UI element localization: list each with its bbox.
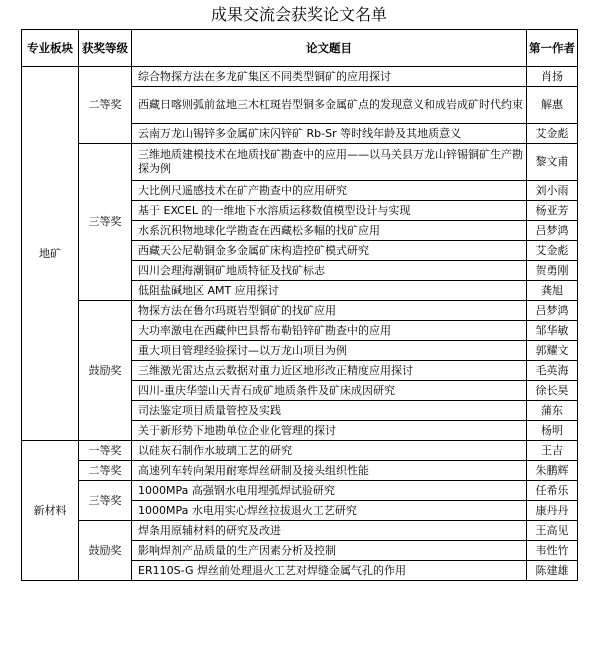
level-cell: 二等奖 xyxy=(79,461,132,481)
header-paper: 论文题目 xyxy=(132,30,527,67)
author-cell: 解惠 xyxy=(527,87,578,124)
paper-title-cell: 大功率激电在西藏仲巴县帮布勒铅锌矿勘查中的应用 xyxy=(132,321,527,341)
paper-title-cell: 西藏天公尼勒铜金多金属矿床构造控矿模式研究 xyxy=(132,241,527,261)
paper-title-cell: 西藏日喀则弧前盆地三木杠斑岩型铜多金属矿点的发现意义和成岩成矿时代约束 xyxy=(132,87,527,124)
paper-title-cell: 水系沉积物地球化学勘查在西藏松多幅的找矿应用 xyxy=(132,221,527,241)
author-cell: 黎文甫 xyxy=(527,144,578,181)
author-cell: 刘小雨 xyxy=(527,181,578,201)
paper-title-cell: 1000MPa 高强钢水电用埋弧焊试验研究 xyxy=(132,481,527,501)
table-row xyxy=(22,481,578,501)
author-cell: 邹华敏 xyxy=(527,321,578,341)
paper-title-cell: 物探方法在鲁尔玛斑岩型铜矿的找矿应用 xyxy=(132,301,527,321)
author-cell: 艾金彪 xyxy=(527,241,578,261)
author-cell: 艾金彪 xyxy=(527,124,578,144)
author-cell: 康丹丹 xyxy=(527,501,578,521)
author-cell: 吕梦鸿 xyxy=(527,301,578,321)
paper-title-cell: 大比例尺遥感技术在矿产勘查中的应用研究 xyxy=(132,181,527,201)
table-row xyxy=(22,441,578,461)
header-level: 获奖等级 xyxy=(79,30,132,67)
author-cell: 朱鹏辉 xyxy=(527,461,578,481)
author-cell: 龚旭 xyxy=(527,281,578,301)
author-cell: 毛英海 xyxy=(527,361,578,381)
paper-title-cell: 低阻盐碱地区 AMT 应用探讨 xyxy=(132,281,527,301)
author-cell: 杨明 xyxy=(527,421,578,441)
author-cell: 韦性竹 xyxy=(527,541,578,561)
paper-title-cell: 司法鉴定项目质量管控及实践 xyxy=(132,401,527,421)
field-cell: 地矿 xyxy=(22,67,79,441)
author-cell: 王高见 xyxy=(527,521,578,541)
award-table xyxy=(21,29,578,581)
paper-title-cell: 四川-重庆华蓥山天青石成矿地质条件及矿床成因研究 xyxy=(132,381,527,401)
paper-title-cell: 云南万龙山锡锌多金属矿床闪锌矿 Rb-Sr 等时线年龄及其地质意义 xyxy=(132,124,527,144)
paper-title-cell: 影响焊剂产品质量的生产因素分析及控制 xyxy=(132,541,527,561)
paper-title-cell: 综合物探方法在多龙矿集区不同类型铜矿的应用探讨 xyxy=(132,67,527,87)
level-cell: 三等奖 xyxy=(79,144,132,301)
table-row xyxy=(22,461,578,481)
paper-title-cell: 1000MPa 水电用实心焊丝拉拔退火工艺研究 xyxy=(132,501,527,521)
paper-title-cell: 四川会理海潮铜矿地质特征及找矿标志 xyxy=(132,261,527,281)
author-cell: 徐长昊 xyxy=(527,381,578,401)
author-cell: 贺勇刚 xyxy=(527,261,578,281)
level-cell: 二等奖 xyxy=(79,67,132,144)
author-cell: 陈建雄 xyxy=(527,561,578,581)
header-author: 第一作者 xyxy=(527,30,578,67)
paper-title-cell: 重大项目管理经验探讨—以万龙山项目为例 xyxy=(132,341,527,361)
table-row xyxy=(22,521,578,541)
author-cell: 肖扬 xyxy=(527,67,578,87)
level-cell: 鼓励奖 xyxy=(79,301,132,441)
paper-title-cell: 基于 EXCEL 的一维地下水溶质运移数值模型设计与实现 xyxy=(132,201,527,221)
author-cell: 郭耀文 xyxy=(527,341,578,361)
table-header-row xyxy=(22,30,578,67)
document-title: 成果交流会获奖论文名单 xyxy=(210,5,387,24)
table-row xyxy=(22,144,578,181)
level-cell: 三等奖 xyxy=(79,481,132,521)
author-cell: 任希乐 xyxy=(527,481,578,501)
table-row xyxy=(22,67,578,87)
table-row xyxy=(22,301,578,321)
author-cell: 杨亚芳 xyxy=(527,201,578,221)
header-field: 专业板块 xyxy=(22,30,79,67)
author-cell: 吕梦鸿 xyxy=(527,221,578,241)
paper-title-cell: 以硅灰石制作水玻璃工艺的研究 xyxy=(132,441,527,461)
field-cell: 新材料 xyxy=(22,441,79,581)
paper-title-cell: ER110S-G 焊丝前处理退火工艺对焊缝金属气孔的作用 xyxy=(132,561,527,581)
level-cell: 鼓励奖 xyxy=(79,521,132,581)
author-cell: 王吉 xyxy=(527,441,578,461)
level-cell: 一等奖 xyxy=(79,441,132,461)
paper-title-cell: 三维地质建模技术在地质找矿勘查中的应用——以马关县万龙山锌锡铜矿生产勘探为例 xyxy=(132,144,527,181)
table-body xyxy=(22,67,578,581)
author-cell: 蒲东 xyxy=(527,401,578,421)
paper-title-cell: 关于新形势下地勘单位企业化管理的探讨 xyxy=(132,421,527,441)
paper-title-cell: 高速列车转向架用耐寒焊丝研制及接头组织性能 xyxy=(132,461,527,481)
paper-title-cell: 焊条用原辅材料的研究及改进 xyxy=(132,521,527,541)
paper-title-cell: 三维激光雷达点云数据对重力近区地形改正精度应用探讨 xyxy=(132,361,527,381)
